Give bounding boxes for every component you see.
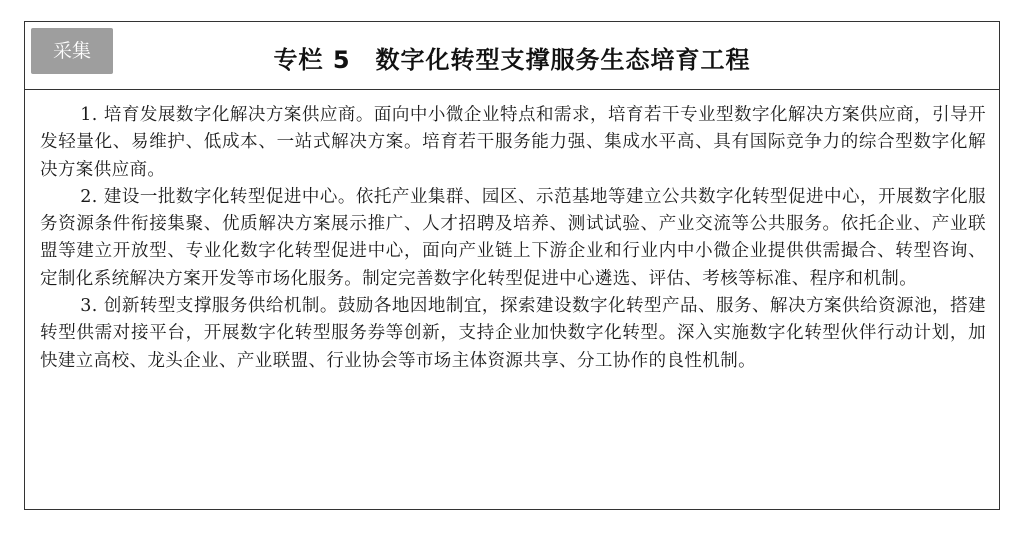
paragraph-1: 1. 培育发展数字化解决方案供应商。面向中小微企业特点和需求，培育若干专业型数字化解决方案供应商，引导开发轻量化、易维护、低成本、一站式解决方案。培育若干服务能力强、集成水平高、具有国际竞争力的综合型数字化解决方案供应商。 xyxy=(40,105,986,180)
paragraph-2: 2. 建设一批数字化转型促进中心。依托产业集群、园区、示范基地等建立公共数字化转型促进中心，开展数字化服务资源条件衔接集聚、优质解决方案展示推广、人才招聘及培养、测试试验、产业交流等公共服务。依托企业、产业联盟等建立开放型、专业化数字化转型促进中心，面向产业链上下游企业和行业内中小微企业提供供需撮合、转型咨询、定制化系统解决方案开发等市场化服务。制定完善数字化转型促进中心遴选、评估、考核等标准、程序和机制。 xyxy=(40,186,986,289)
paragraph-3: 3. 创新转型支撑服务供给机制。鼓励各地因地制宜，探索建设数字化转型产品、服务、解决方案供给资源池，搭建转型供需对接平台，开展数字化转型服务券等创新，支持企业加快数字化转型。深入实施数字化转型伙伴行动计划，加快建立高校、龙头企业、产业联盟、行业协会等市场主体资源共享、分工协作的良性机制。 xyxy=(40,296,986,371)
collect-button[interactable]: 采集 xyxy=(31,28,113,74)
column-header xyxy=(25,22,999,90)
column-title: 专栏 5 数字化转型支撑服务生态培育工程 xyxy=(273,46,751,74)
column-body xyxy=(40,102,986,375)
column-box xyxy=(24,21,1000,510)
